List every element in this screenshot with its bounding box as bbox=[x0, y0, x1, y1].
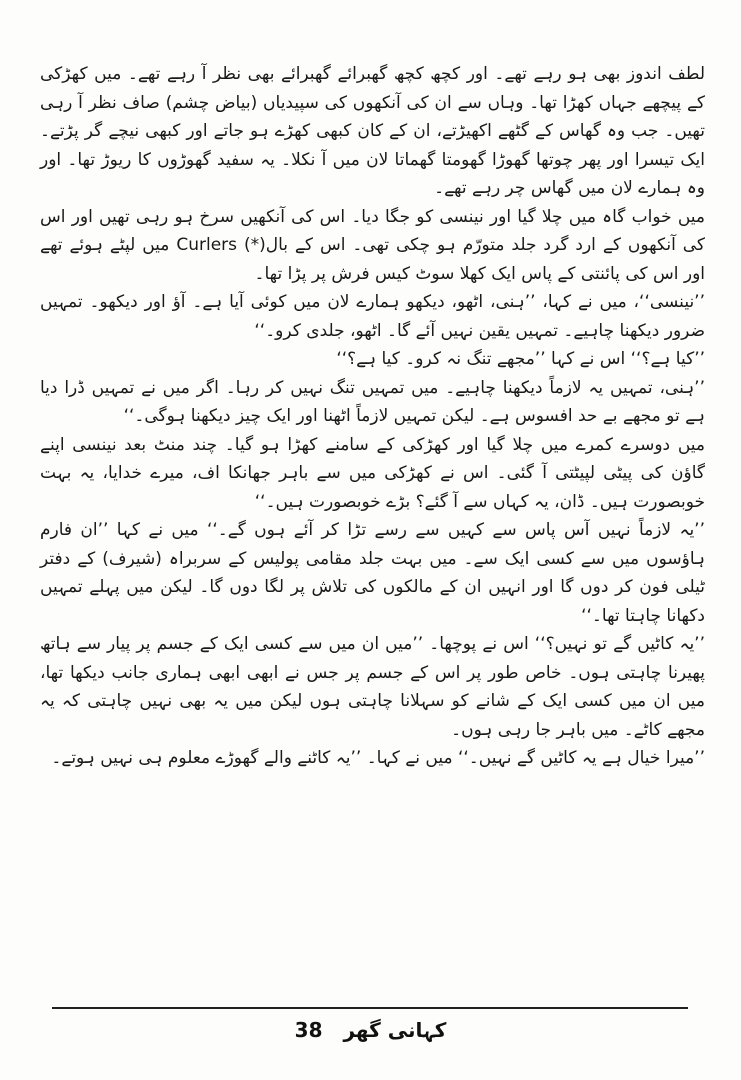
footer-divider bbox=[52, 1007, 688, 1009]
book-title: کہانی گھر bbox=[343, 1018, 447, 1042]
paragraph-6: میں دوسرے کمرے میں چلا گیا اور کھڑکی کے سامنے کھڑا ہو گیا۔ چند منٹ بعد نینسی اپنے گاؤن کی پیٹی لپیٹتی آ گئی۔ اس نے کھڑکی میں سے باہر جھانکا اف، میرے خدایا، یہ بہت خوبصورت ہیں۔ ڈان، یہ کہاں سے آ گئے؟ بڑے خوبصورت ہیں۔‘‘ bbox=[40, 434, 705, 512]
paragraph-7: ’’یہ لازماً نہیں آس پاس سے کہیں سے رسے تڑا کر آئے ہوں گے۔‘‘ میں نے کہا ’’ان فارم ہاؤسوں میں سے کسی ایک سے۔ میں بہت جلد مقامی پولیس کے سربراہ (شیرف) کے دفتر ٹیلی فون کر دوں گا اور انہیں ان کے مالکوں کی تلاش پر لگا دوں گا۔ لیکن میں پہلے تمہیں دکھانا چاہتا تھا۔‘‘ bbox=[40, 520, 705, 626]
paragraph-4: ’’کیا ہے؟‘‘ اس نے کہا ’’مجھے تنگ نہ کرو۔ کیا ہے؟‘‘ bbox=[336, 349, 705, 369]
paragraph-1: لطف اندوز بھی ہو رہے تھے۔ اور کچھ کچھ گھبرائے گھبرائے بھی نظر آ رہے تھے۔ میں کھڑکی کے پیچھے جہاں کھڑا تھا۔ وہاں سے ان کی آنکھوں کی سپیدیاں (بیاض چشم) صاف نظر آ رہی تھیں۔ جب وہ گھاس کے گٹھے اکھیڑتے، ان کے کان کبھی کھڑے ہو جاتے اور کبھی نیچے گر پڑتے۔ ایک تیسرا اور پھر چوتھا گھوڑا گھومتا گھماتا لان میں آ نکلا۔ یہ سفید گھوڑوں کا ریوڑ تھا۔ اور وہ ہمارے لان میں گھاس چر رہے تھے۔ bbox=[40, 64, 705, 198]
page-number: 38 bbox=[294, 1018, 323, 1042]
page-footer bbox=[0, 1018, 741, 1042]
body-text bbox=[40, 60, 705, 773]
paragraph-9: ’’میرا خیال ہے یہ کاٹیں گے نہیں۔‘‘ میں نے کہا۔ ’’یہ کاٹنے والے گھوڑے معلوم ہی نہیں ہوتے۔ bbox=[51, 748, 705, 768]
paragraph-8: ’’یہ کاٹیں گے تو نہیں؟‘‘ اس نے پوچھا۔ ’’میں ان میں سے کسی ایک کے جسم پر پیار سے ہاتھ پھیرنا چاہتی ہوں۔ خاص طور پر اس کے جسم پر جس نے ابھی ابھی ہماری جانب دیکھا تھا، میں ان میں کسی ایک کے شانے کو سہلانا چاہتی ہوں لیکن میں یہ بھی نہیں چاہتی کہ یہ مجھے کاٹے۔ میں باہر جا رہی ہوں۔ bbox=[40, 634, 705, 740]
paragraph-5: ’’ہنی، تمہیں یہ لازماً دیکھنا چاہیے۔ میں تمہیں تنگ نہیں کر رہا۔ اگر میں نے تمہیں ڈرا دیا ہے تو مجھے بے حد افسوس ہے۔ لیکن تمہیں لازماً اٹھنا اور ایک چیز دیکھنا ہوگی۔‘‘ bbox=[40, 377, 705, 426]
paragraph-2: میں خواب گاہ میں چلا گیا اور نینسی کو جگا دیا۔ اس کی آنکھیں سرخ ہو رہی تھیں اور اس کی آنکھوں کے ارد گرد جلد متورّم ہو چکی تھی۔ اس کے بال(*) Curlers میں لپٹے ہوئے تھے اور اس کی پائنتی کے پاس ایک کھلا سوٹ کیس فرش پر پڑا تھا۔ bbox=[40, 206, 706, 284]
paragraph-3: ’’نینسی‘‘، میں نے کہا، ’’ہنی، اٹھو، دیکھو ہمارے لان میں کوئی آیا ہے۔ آؤ اور دیکھو۔ تمہیں ضرور دیکھنا چاہیے۔ تمہیں یقین نہیں آئے گا۔ اٹھو، جلدی کرو۔‘‘ bbox=[40, 292, 705, 341]
